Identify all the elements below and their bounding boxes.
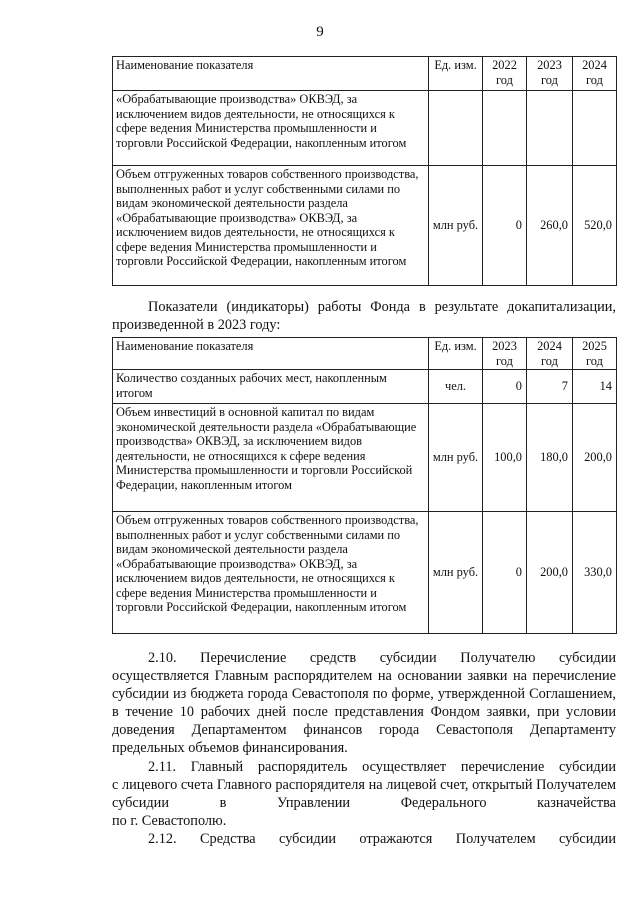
table-row <box>113 370 617 404</box>
header-name: Наименование показателя <box>113 338 429 370</box>
paragraph-2-10-line-2: осуществляется Главным распорядителем на основании заявки на перечисление <box>112 668 616 684</box>
header-year-2: 2023 год <box>527 57 573 91</box>
row-unit: чел. <box>429 370 483 404</box>
intro-line-2: произведенной в 2023 году: <box>112 317 281 333</box>
row-value-3 <box>573 91 617 166</box>
row-value-3: 330,0 <box>573 512 617 634</box>
row-name: Объем отгруженных товаров собственного производства, выполненных работ и услуг собственными силами по видам экономической деятельности раздела «Обрабатывающие производства» ОКВЭД, за исключением видов деятельности, не относящихся к сфере ведения Министерства промышленности и торговли Российской Федерации, накопленным итогом <box>113 166 429 286</box>
table-row <box>113 166 617 286</box>
header-name: Наименование показателя <box>113 57 429 91</box>
row-name: «Обрабатывающие производства» ОКВЭД, за исключением видов деятельности, не относящихся к сфере ведения Министерства промышленности и торговли Российской Федерации, накопленным итогом <box>113 91 429 166</box>
indicators-table-1 <box>112 56 617 286</box>
row-name: Количество созданных рабочих мест, накопленным итогом <box>113 370 429 404</box>
header-unit: Ед. изм. <box>429 338 483 370</box>
row-value-3: 200,0 <box>573 404 617 512</box>
row-value-1: 0 <box>483 512 527 634</box>
header-year-2: 2024 год <box>527 338 573 370</box>
paragraph-2-11-line-4: по г. Севастополю. <box>112 813 227 829</box>
row-unit: млн руб. <box>429 512 483 634</box>
paragraph-2-10-line-1: 2.10. Перечисление средств субсидии Получателю субсидии <box>148 650 616 666</box>
header-year-1: 2022 год <box>483 57 527 91</box>
paragraph-2-10-line-5: доведения Департаментом финансов города Севастополя Департаменту <box>112 722 616 738</box>
row-value-1 <box>483 91 527 166</box>
paragraph-2-12-line-1: 2.12. Средства субсидии отражаются Получателем субсидии <box>148 831 616 847</box>
row-name: Объем отгруженных товаров собственного производства, выполненных работ и услуг собственными силами по видам экономической деятельности раздела «Обрабатывающие производства» ОКВЭД, за исключением видов деятельности, не относящихся к сфере ведения Министерства промышленности и торговли Российской Федерации, накопленным итогом <box>113 512 429 634</box>
row-value-1: 100,0 <box>483 404 527 512</box>
header-year-1: 2023 год <box>483 338 527 370</box>
row-value-3: 14 <box>573 370 617 404</box>
row-value-2: 260,0 <box>527 166 573 286</box>
table-header-row <box>113 338 617 370</box>
paragraph-2-11-line-3: субсидии в Управлении Федерального казначейства <box>112 795 616 811</box>
row-value-1: 0 <box>483 370 527 404</box>
row-value-2 <box>527 91 573 166</box>
table-row <box>113 404 617 512</box>
header-unit: Ед. изм. <box>429 57 483 91</box>
row-unit: млн руб. <box>429 404 483 512</box>
header-year-3: 2025 год <box>573 338 617 370</box>
table-row <box>113 91 617 166</box>
row-unit <box>429 91 483 166</box>
table-row <box>113 512 617 634</box>
row-name: Объем инвестиций в основной капитал по видам экономической деятельности раздела «Обрабатывающие производства» ОКВЭД, за исключением видов деятельности, не относящихся к сфере ведения Министерства промышленности и торговли Российской Федерации, накопленным итогом <box>113 404 429 512</box>
paragraph-2-10-line-6: предельных объемов финансирования. <box>112 740 348 756</box>
row-value-2: 7 <box>527 370 573 404</box>
indicators-table-2 <box>112 337 617 634</box>
header-year-3: 2024 год <box>573 57 617 91</box>
intro-line-1: Показатели (индикаторы) работы Фонда в результате докапитализации, <box>148 299 616 315</box>
paragraph-2-10-line-3: субсидии из бюджета города Севастополя по форме, утвержденной Соглашением, <box>112 686 616 702</box>
paragraph-2-11-line-2: с лицевого счета Главного распорядителя на лицевой счет, открытый Получателем <box>112 777 616 793</box>
row-value-1: 0 <box>483 166 527 286</box>
row-value-3: 520,0 <box>573 166 617 286</box>
table-header-row <box>113 57 617 91</box>
row-value-2: 200,0 <box>527 512 573 634</box>
row-unit: млн руб. <box>429 166 483 286</box>
paragraph-2-10-line-4: в течение 10 рабочих дней после представления Фондом заявки, при условии <box>112 704 616 720</box>
paragraph-2-11-line-1: 2.11. Главный распорядитель осуществляет перечисление субсидии <box>148 759 616 775</box>
page-number: 9 <box>316 24 324 40</box>
row-value-2: 180,0 <box>527 404 573 512</box>
